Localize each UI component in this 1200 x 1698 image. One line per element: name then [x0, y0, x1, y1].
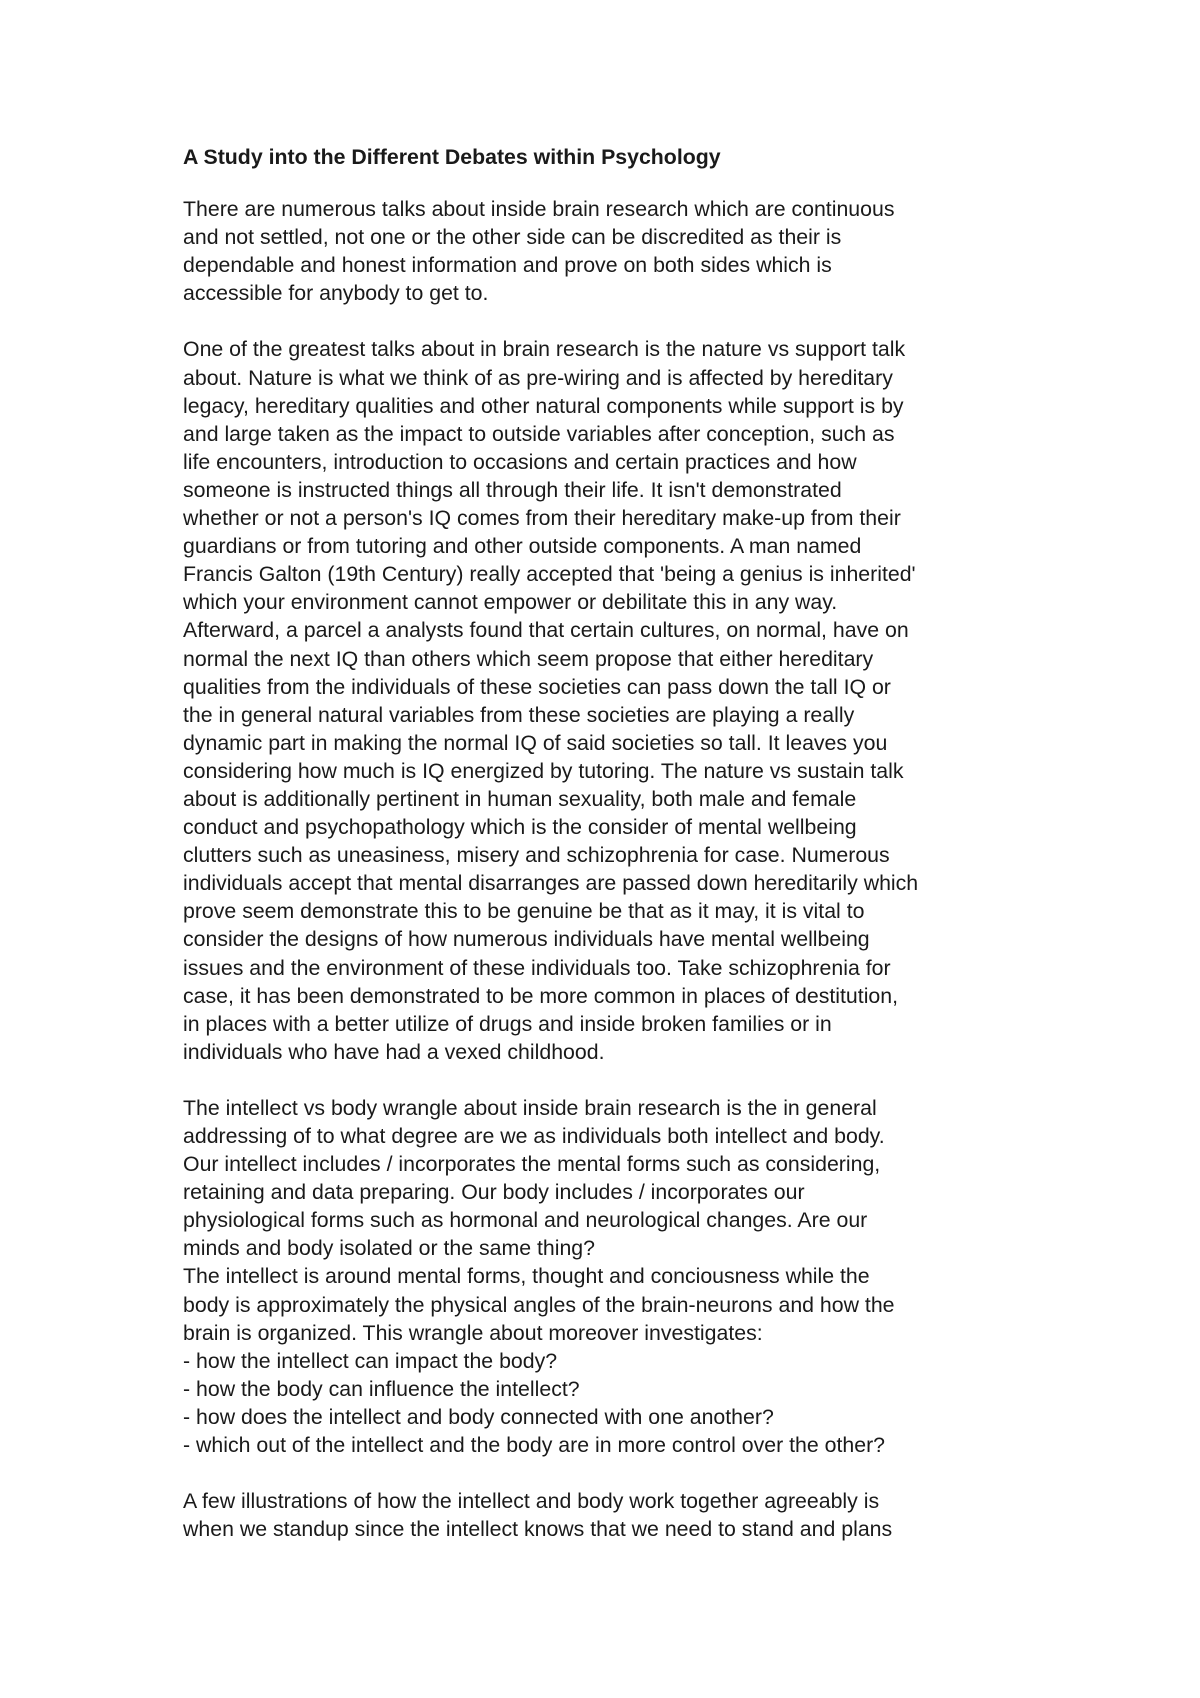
text-line: addressing of to what degree are we as individuals both intellect and body.: [183, 1124, 885, 1148]
text-line: Afterward, a parcel a analysts found that certain cultures, on normal, have on: [183, 618, 909, 643]
text-line: considering how much is IQ energized by tutoring. The nature vs sustain talk: [183, 758, 904, 783]
document-body: [183, 143, 1033, 1571]
text-line: normal the next IQ than others which seem propose that either hereditary: [183, 646, 874, 671]
text-line: body is approximately the physical angles of the brain-neurons and how the: [183, 1292, 895, 1317]
text-line: and large taken as the impact to outside variables after conception, such as: [183, 421, 895, 446]
paragraph: [183, 195, 1033, 307]
text-line: There are numerous talks about inside brain research which are continuous: [183, 197, 895, 222]
text-line: One of the greatest talks about in brain research is the nature vs support talk: [183, 337, 906, 362]
paragraph: [183, 335, 1033, 1065]
text-line: - how the body can influence the intellect?: [183, 1376, 580, 1401]
text-line: about is additionally pertinent in human sexuality, both male and female: [183, 786, 857, 811]
text-line: life encounters, introduction to occasions and certain practices and how: [183, 449, 857, 474]
text-line: issues and the environment of these individuals too. Take schizophrenia for: [183, 955, 891, 980]
text-line: about. Nature is what we think of as pre-wiring and is affected by hereditary: [183, 365, 893, 390]
text-line: - how does the intellect and body connected with one another?: [183, 1404, 774, 1429]
text-line: minds and body isolated or the same thing?: [183, 1236, 595, 1261]
text-line: guardians or from tutoring and other outside components. A man named: [183, 534, 862, 559]
paragraph: [183, 1487, 1033, 1543]
text-line: individuals accept that mental disarranges are passed down hereditarily which: [183, 871, 919, 896]
text-line: The intellect is around mental forms, thought and conciousness while the: [183, 1264, 870, 1289]
text-line: - how the intellect can impact the body?: [183, 1348, 558, 1373]
paragraph: [183, 1094, 1033, 1459]
text-line: prove seem demonstrate this to be genuine be that as it may, it is vital to: [183, 899, 865, 924]
text-line: qualities from the individuals of these societies can pass down the tall IQ or: [183, 674, 891, 699]
text-line: - which out of the intellect and the body are in more control over the other?: [183, 1433, 886, 1458]
text-line: which your environment cannot empower or debilitate this in any way.: [183, 590, 838, 615]
text-line: Our intellect includes / incorporates the mental forms such as considering,: [183, 1152, 881, 1177]
text-line: case, it has been demonstrated to be more common in places of destitution,: [183, 983, 899, 1008]
text-line: consider the designs of how numerous individuals have mental wellbeing: [183, 927, 870, 952]
text-line: A few illustrations of how the intellect and body work together agreeably is: [183, 1489, 880, 1514]
text-line: whether or not a person's IQ comes from their hereditary make-up from their: [183, 506, 901, 531]
text-line: and not settled, not one or the other side can be discredited as their is: [183, 225, 842, 250]
text-line: retaining and data preparing. Our body includes / incorporates our: [183, 1180, 805, 1205]
text-line: dependable and honest information and prove on both sides which is: [183, 253, 832, 278]
paragraph-container: [183, 195, 1033, 1543]
text-line: in places with a better utilize of drugs and inside broken families or in: [183, 1011, 832, 1036]
text-line: dynamic part in making the normal IQ of said societies so tall. It leaves you: [183, 730, 888, 755]
text-line: when we standup since the intellect knows that we need to stand and plans: [183, 1517, 893, 1542]
text-line: legacy, hereditary qualities and other natural components while support is by: [183, 393, 904, 418]
text-line: Francis Galton (19th Century) really accepted that 'being a genius is inherited': [183, 562, 916, 587]
text-line: the in general natural variables from these societies are playing a really: [183, 702, 855, 727]
text-line: individuals who have had a vexed childhood.: [183, 1039, 605, 1064]
text-line: accessible for anybody to get to.: [183, 281, 489, 306]
text-line: conduct and psychopathology which is the consider of mental wellbeing: [183, 815, 857, 840]
text-line: clutters such as uneasiness, misery and schizophrenia for case. Numerous: [183, 843, 890, 868]
document-title: A Study into the Different Debates within Psychology: [183, 145, 721, 169]
text-line: The intellect vs body wrangle about inside brain research is the in general: [183, 1095, 877, 1120]
text-line: someone is instructed things all through their life. It isn't demonstrated: [183, 477, 842, 502]
text-line: brain is organized. This wrangle about moreover investigates:: [183, 1320, 763, 1345]
text-line: physiological forms such as hormonal and neurological changes. Are our: [183, 1208, 868, 1233]
